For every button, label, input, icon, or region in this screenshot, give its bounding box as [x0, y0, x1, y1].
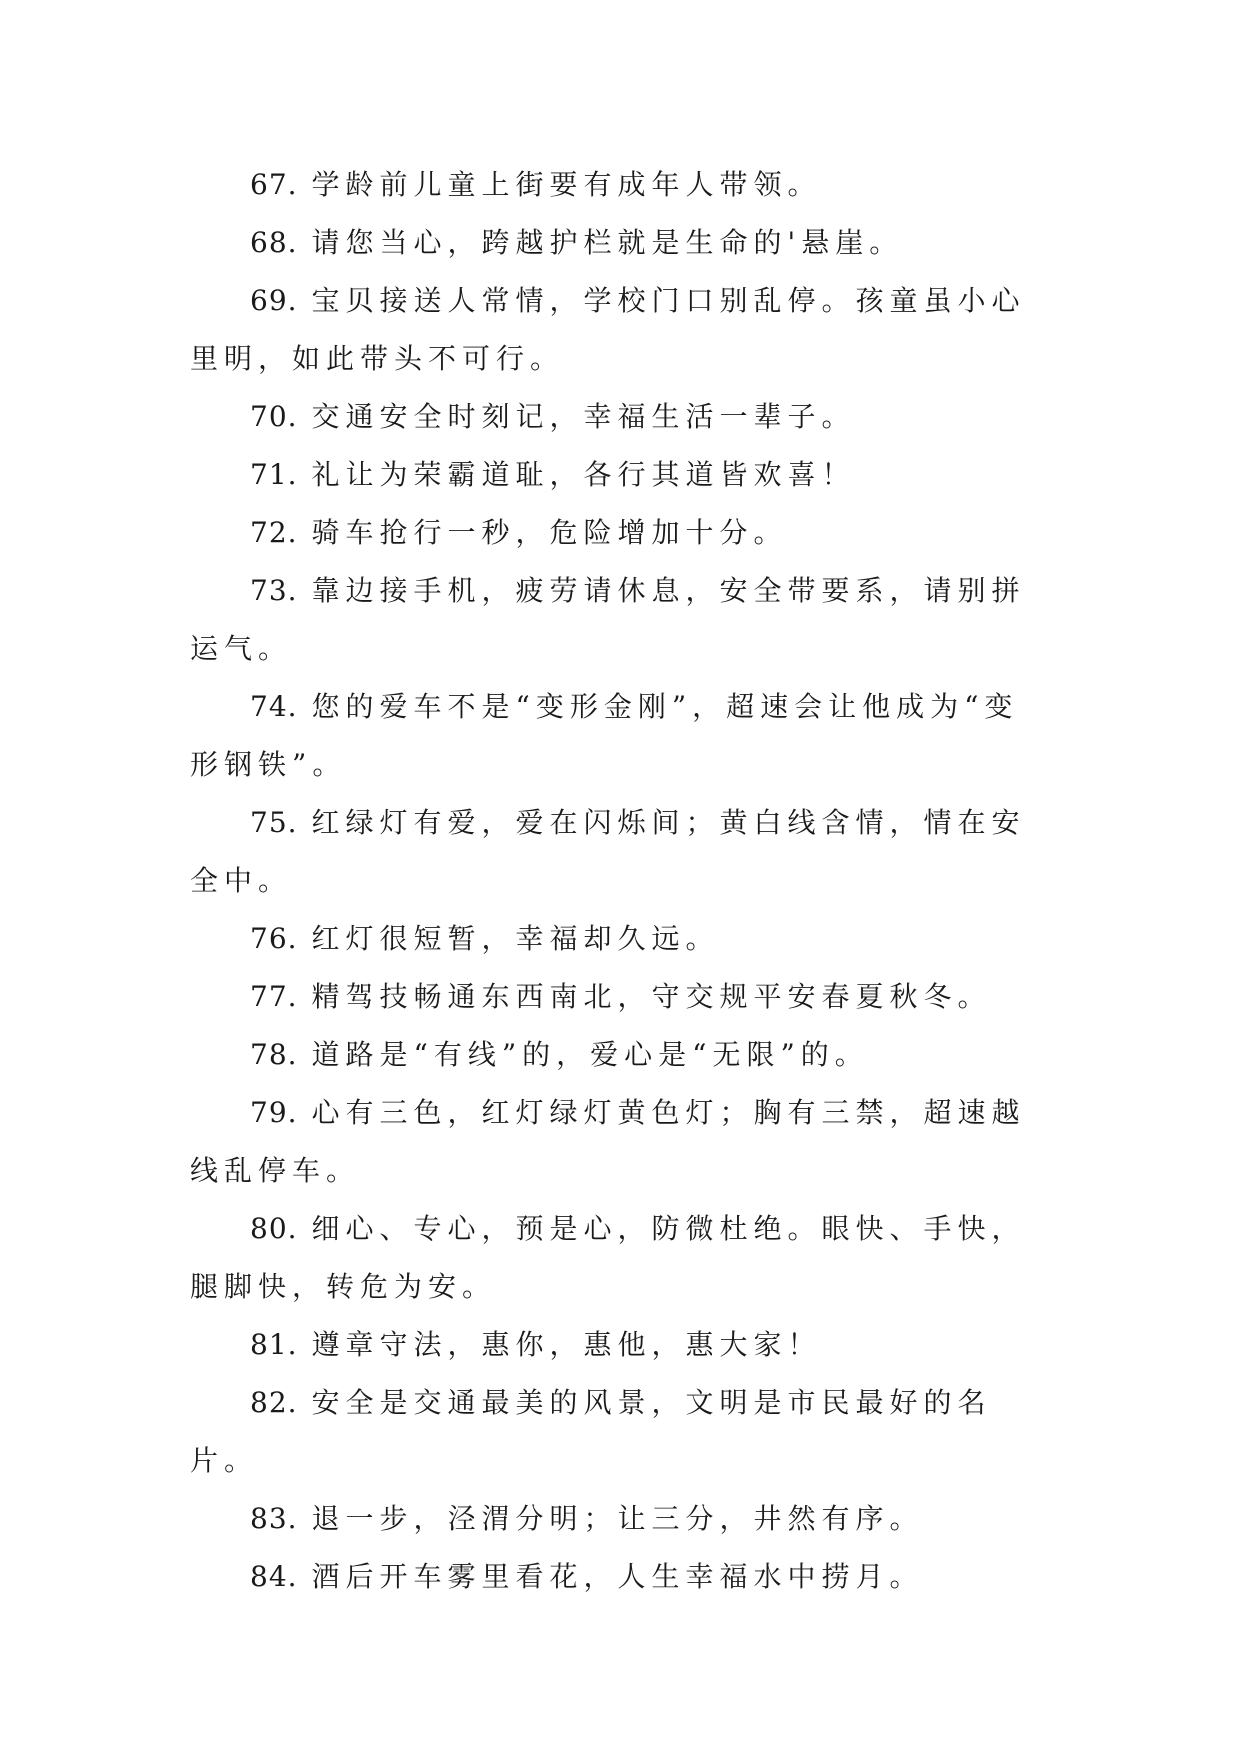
- item-text: 安全是交通最美的风景，文明是市民最好的名片。: [190, 1386, 992, 1477]
- item-number: 84.: [250, 1560, 298, 1593]
- item-number: 76.: [250, 922, 298, 955]
- item-text: 请您当心，跨越护栏就是生命的'悬崖。: [311, 226, 904, 259]
- item-number: 71.: [250, 458, 298, 491]
- slogan-item-78: [190, 1026, 1052, 1084]
- slogan-item-68: [190, 214, 1052, 272]
- item-text: 细心、专心，预是心，防微杜绝。眼快、手快，腿脚快，转危为安。: [190, 1212, 1026, 1303]
- item-number: 77.: [250, 980, 298, 1013]
- item-text: 宝贝接送人常情，学校门口别乱停。孩童虽小心里明，如此带头不可行。: [190, 284, 1026, 375]
- item-number: 72.: [250, 516, 298, 549]
- item-number: 73.: [250, 574, 298, 607]
- item-number: 75.: [250, 806, 298, 839]
- slogan-item-74: [190, 678, 1052, 794]
- item-text: 酒后开车雾里看花，人生幸福水中捞月。: [311, 1560, 924, 1593]
- slogan-item-70: [190, 388, 1052, 446]
- slogan-item-82: [190, 1374, 1052, 1490]
- slogan-item-72: [190, 504, 1052, 562]
- item-number: 70.: [250, 400, 298, 433]
- slogan-item-71: [190, 446, 1052, 504]
- slogan-item-77: [190, 968, 1052, 1026]
- item-text: 您的爱车不是“变形金刚”，超速会让他成为“变形钢铁”。: [190, 690, 1019, 781]
- item-text: 心有三色，红灯绿灯黄色灯；胸有三禁，超速越线乱停车。: [190, 1096, 1026, 1187]
- slogan-item-79: [190, 1084, 1052, 1200]
- slogan-item-75: [190, 794, 1052, 910]
- item-text: 骑车抢行一秒，危险增加十分。: [311, 516, 788, 549]
- item-number: 83.: [250, 1502, 298, 1535]
- item-number: 78.: [250, 1038, 298, 1071]
- item-number: 67.: [250, 168, 298, 201]
- item-text: 红绿灯有爱，爱在闪烁间；黄白线含情，情在安全中。: [190, 806, 1026, 897]
- slogan-item-83: [190, 1490, 1052, 1548]
- item-text: 礼让为荣霸道耻，各行其道皆欢喜！: [311, 458, 856, 491]
- item-number: 74.: [250, 690, 298, 723]
- item-text: 红灯很短暂，幸福却久远。: [311, 922, 720, 955]
- slogan-item-80: [190, 1200, 1052, 1316]
- slogan-list: [190, 156, 1052, 1606]
- item-number: 82.: [250, 1386, 298, 1419]
- item-text: 遵章守法，惠你，惠他，惠大家！: [311, 1328, 822, 1361]
- item-number: 81.: [250, 1328, 298, 1361]
- item-text: 学龄前儿童上街要有成年人带领。: [311, 168, 822, 201]
- item-number: 80.: [250, 1212, 298, 1245]
- item-text: 道路是“有线”的，爱心是“无限”的。: [311, 1038, 869, 1071]
- item-text: 退一步，泾渭分明；让三分，井然有序。: [311, 1502, 924, 1535]
- item-number: 79.: [250, 1096, 298, 1129]
- slogan-item-81: [190, 1316, 1052, 1374]
- slogan-item-69: [190, 272, 1052, 388]
- item-number: 68.: [250, 226, 298, 259]
- slogan-item-76: [190, 910, 1052, 968]
- item-text: 交通安全时刻记，幸福生活一辈子。: [311, 400, 856, 433]
- slogan-item-73: [190, 562, 1052, 678]
- item-number: 69.: [250, 284, 298, 317]
- slogan-item-67: [190, 156, 1052, 214]
- item-text: 靠边接手机，疲劳请休息，安全带要系，请别拼运气。: [190, 574, 1026, 665]
- item-text: 精驾技畅通东西南北，守交规平安春夏秋冬。: [311, 980, 992, 1013]
- slogan-item-84: [190, 1548, 1052, 1606]
